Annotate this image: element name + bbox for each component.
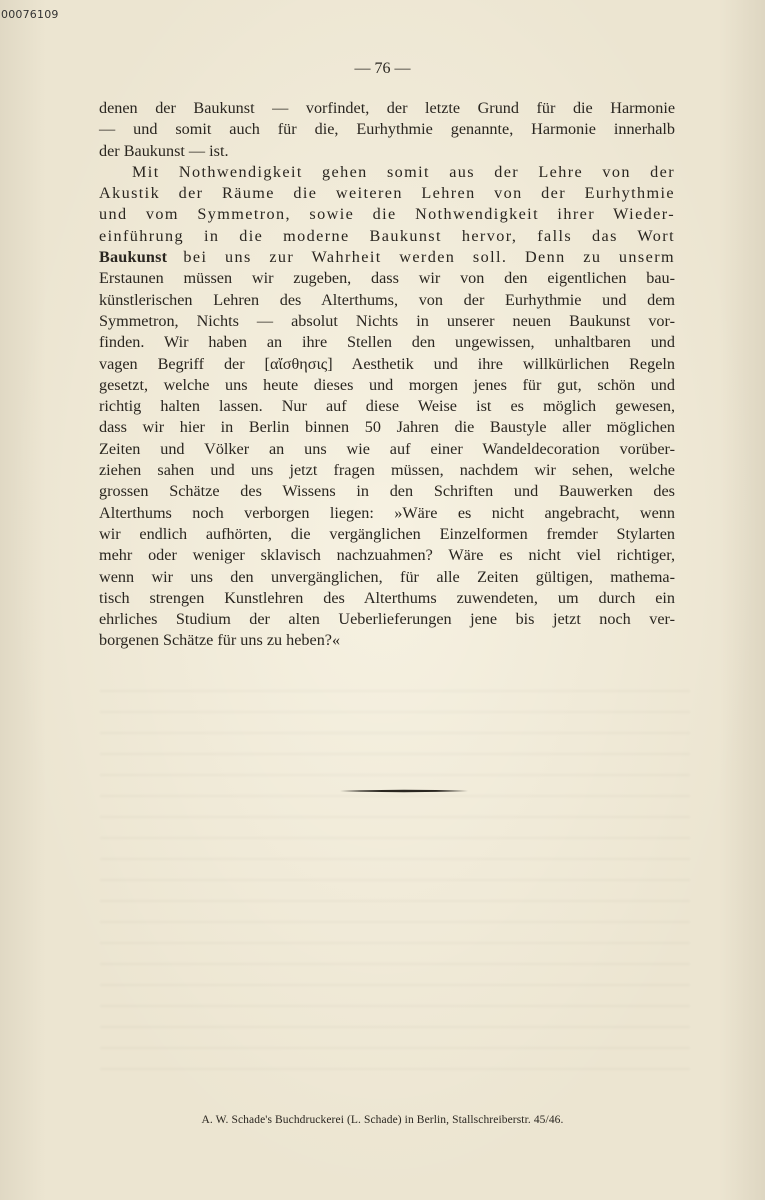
text-line: und vom Symmetron, sowie die Nothwendigkeit ihrer Wieder- [99, 205, 675, 224]
text-line [99, 247, 675, 268]
text-fragment: bei uns zur Wahrheit werden soll. Denn zu unserm [183, 248, 675, 267]
text-line: der Baukunst — ist. [99, 141, 229, 160]
text-line: dass wir hier in Berlin binnen 50 Jahren die Baustyle aller möglichen [99, 418, 675, 437]
text-line: gesetzt, welche uns heute dieses und morgen jenes für gut, schön und [99, 375, 675, 394]
text-line: mehr oder weniger sklavisch nachzuahmen? Wäre es nicht viel richtiger, [99, 546, 675, 565]
text-line: Symmetron, Nichts — absolut Nichts in unserer neuen Baukunst vor- [99, 311, 675, 330]
show-through-bleed [100, 690, 690, 1070]
text-line: denen der Baukunst — vorfindet, der letzte Grund für die Harmonie [99, 99, 675, 117]
scan-id-label: 00076109 [1, 8, 59, 21]
text-line: Mit Nothwendigkeit gehen somit aus der Lehre von der [132, 162, 675, 181]
text-line: ziehen sahen und uns jetzt fragen müssen, nachdem wir sehen, welche [99, 461, 675, 480]
emphasized-word: Baukunst [99, 248, 168, 267]
printer-imprint: A. W. Schade's Buchdruckerei (L. Schade) in Berlin, Stallschreiberstr. 45/46. [201, 1114, 564, 1126]
text-line: Alterthums noch verborgen liegen: »Wäre es nicht angebracht, wenn [99, 503, 675, 522]
text-line: wenn wir uns den unvergänglichen, für alle Zeiten gültigen, mathema- [99, 567, 675, 586]
text-line: Akustik der Räume die weiteren Lehren von der Eurhythmie [99, 184, 675, 203]
page-number: — 76 — [354, 60, 411, 77]
text-line: borgenen Schätze für uns zu heben?« [99, 631, 341, 650]
text-line: wir endlich aufhörten, die vergänglichen Einzelformen fremder Stylarten [99, 524, 675, 543]
body-text [99, 98, 675, 652]
text-line: grossen Schätze des Wissens in den Schriften und Bauwerken des [99, 482, 675, 501]
text-line: — und somit auch für die, Eurhythmie genannte, Harmonie innerhalb [99, 120, 675, 139]
text-line: Erstaunen müssen wir zugeben, dass wir von den eigentlichen bau- [99, 269, 675, 288]
text-line: richtig halten lassen. Nur auf diese Weise ist es möglich gewesen, [99, 397, 675, 416]
text-line: ehrliches Studium der alten Ueberlieferungen jene bis jetzt noch ver- [99, 610, 675, 629]
text-line: tisch strengen Kunstlehren des Alterthums zuwendeten, um durch ein [99, 588, 675, 607]
text-line: einführung in die moderne Baukunst hervor, falls das Wort [99, 226, 675, 245]
text-line: vagen Begriff der [αἴσθησις] Aesthetik und ihre willkürlichen Regeln [99, 354, 675, 373]
text-line: Zeiten und Völker an uns wie auf einer Wandeldecoration vorüber- [99, 439, 675, 458]
text-line: finden. Wir haben an ihre Stellen den ungewissen, unhaltbaren und [99, 333, 675, 352]
section-divider-rule [340, 788, 468, 794]
text-line: künstlerischen Lehren des Alterthums, von der Eurhythmie und dem [99, 290, 675, 309]
